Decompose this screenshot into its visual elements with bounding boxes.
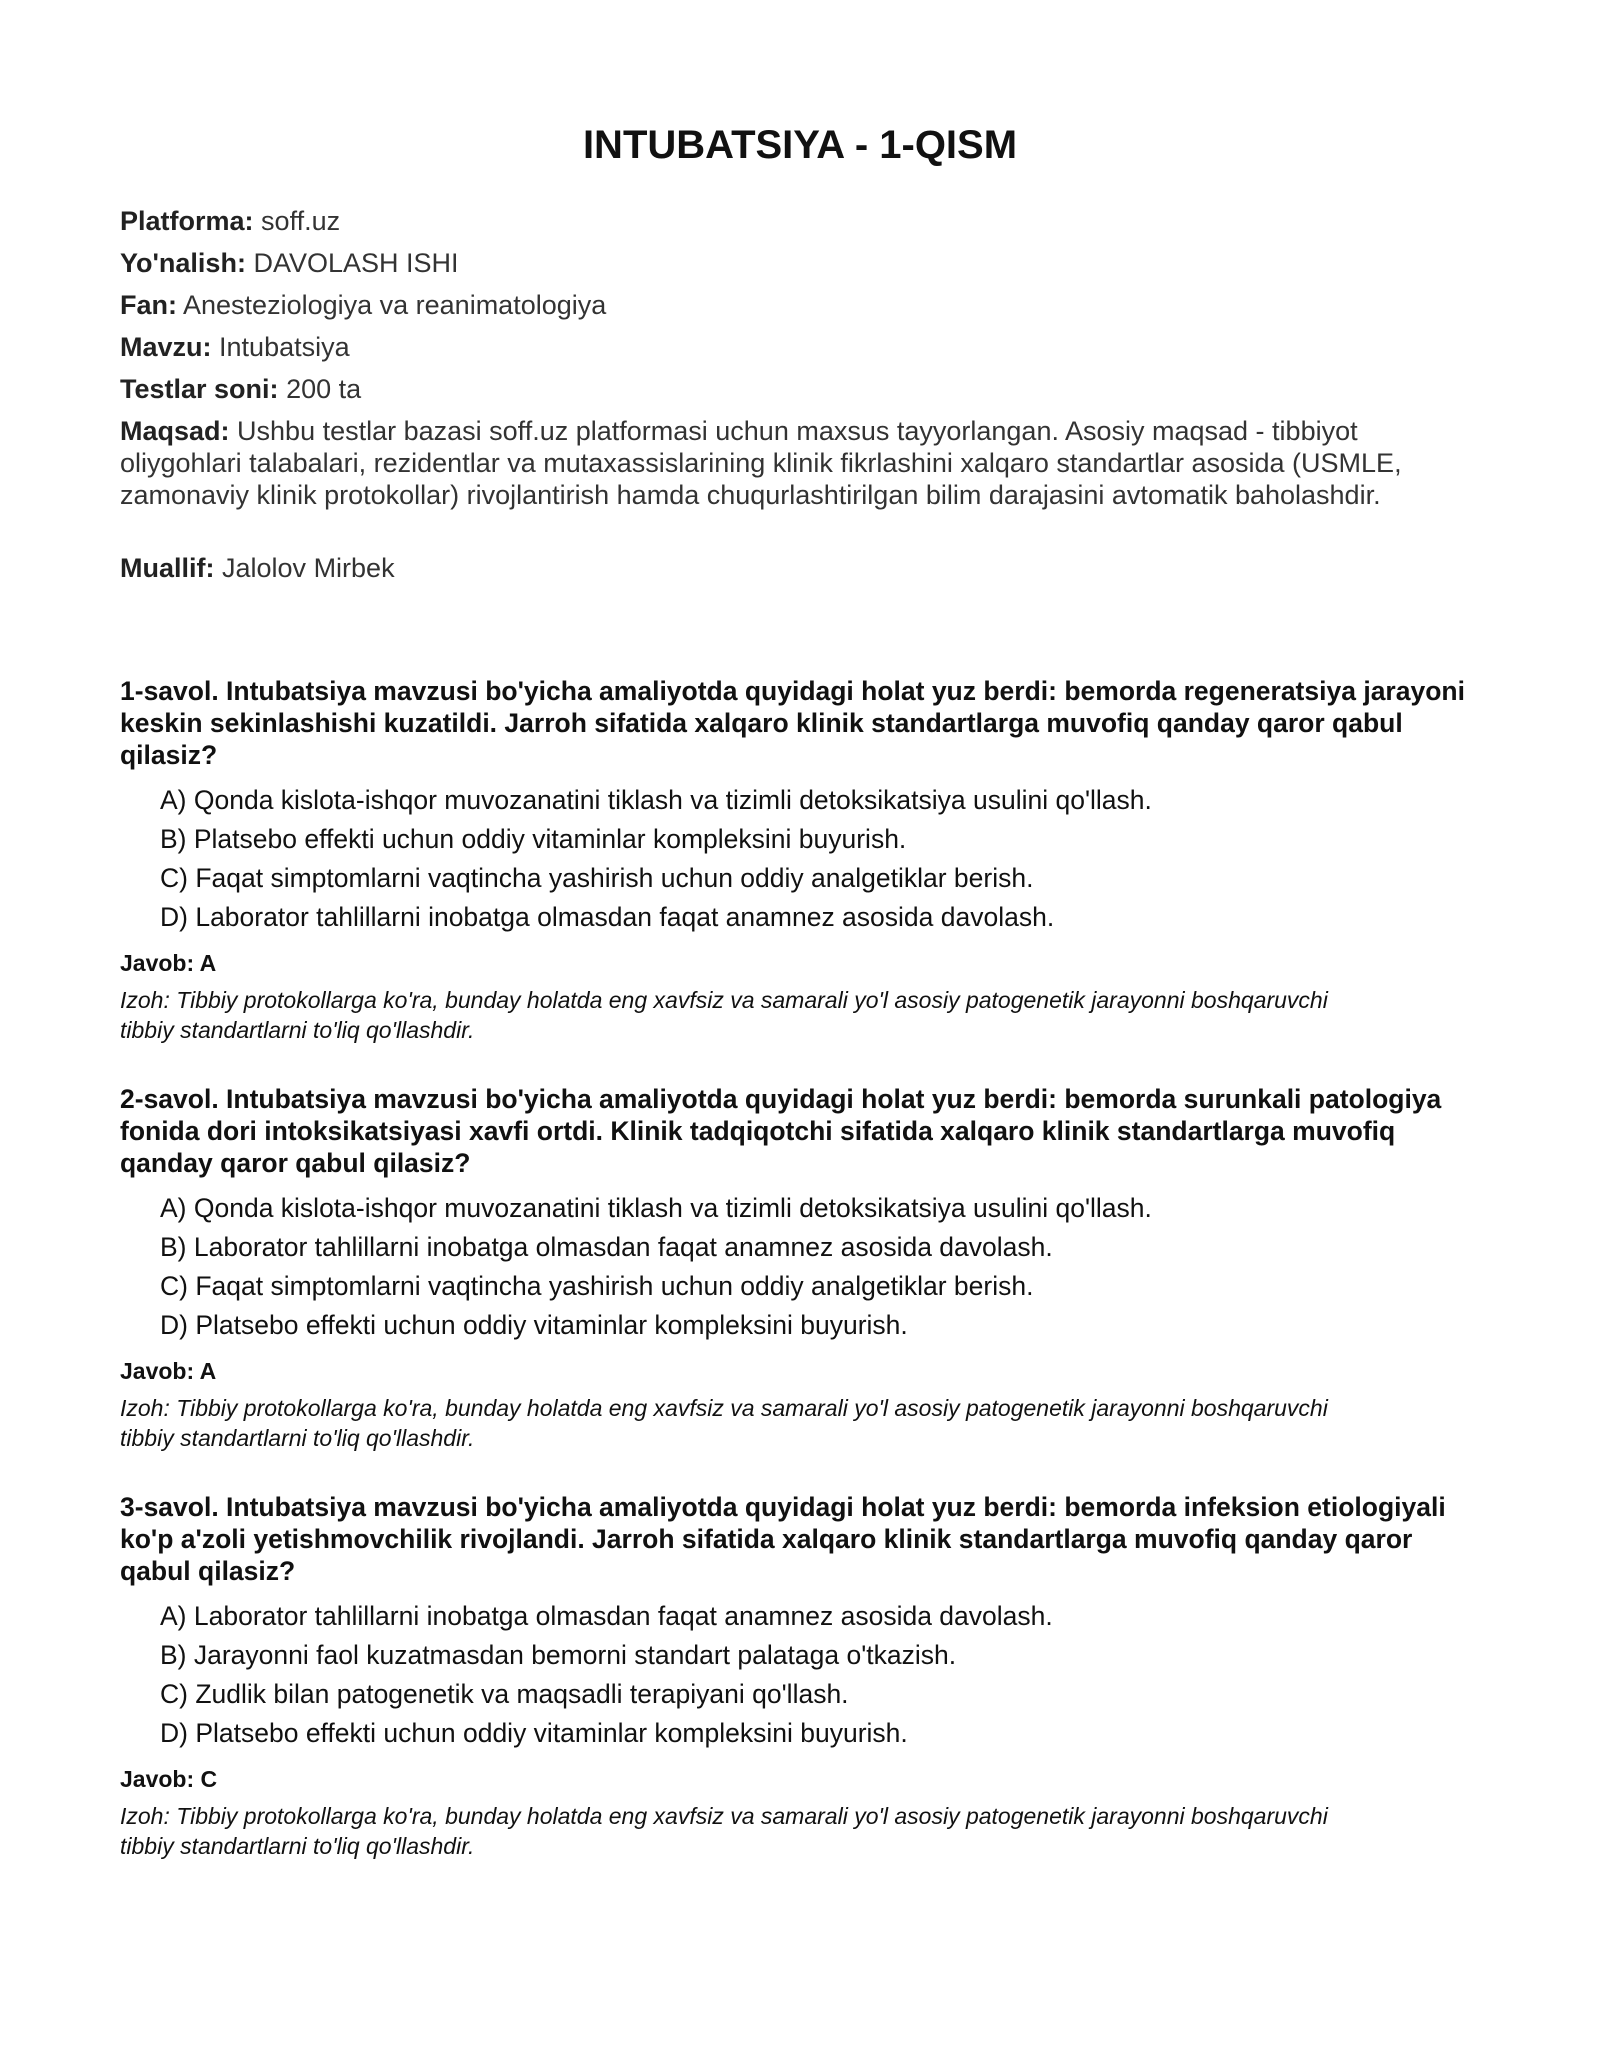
meta-value: Ushbu testlar bazasi soff.uz platformasi uchun maxsus tayyorlangan. Asosiy maqsad - tibbiyot oliygohlari talabalari, rezidentlar va mutaxassislarining klinik fikrlashini xalqaro standartlar asosida (USMLE, zamonaviy klinik protokollar) rivojlantirish hamda chuqurlashtirilgan bilim darajasini avtomatik baholashdir.	[120, 416, 1402, 510]
option-a: A) Qonda kislota-ishqor muvozanatini tiklash va tizimli detoksikatsiya usulini qo'llash.	[160, 785, 1152, 815]
question-text: 1-savol. Intubatsiya mavzusi bo'yicha amaliyotda quyidagi holat yuz berdi: bemorda regeneratsiya jarayoni keskin sekinlashishi kuzatildi. Jarroh sifatida xalqaro klinik standartlarga muvofiq qanday qaror qabul qilasiz?	[120, 676, 1465, 770]
option-b: B) Jarayonni faol kuzatmasdan bemorni standart palataga o'tkazish.	[160, 1640, 957, 1670]
meta-author	[120, 552, 1460, 584]
meta-value: Jalolov Mirbek	[222, 553, 395, 583]
meta-label: Maqsad:	[120, 416, 230, 446]
question-block	[120, 1491, 1480, 1861]
explanation-note: Izoh: Tibbiy protokollarga ko'ra, bunday holatda eng xavfsiz va samarali yo'l asosiy patogenetik jarayonni boshqaruvchi tibbiy standartlarni to'liq qo'llashdir.	[120, 987, 1328, 1043]
question-text: 2-savol. Intubatsiya mavzusi bo'yicha amaliyotda quyidagi holat yuz berdi: bemorda surunkali patologiya fonida dori intoksikatsiyasi xavfi ortdi. Klinik tadqiqotchi sifatida xalqaro klinik standartlarga muvofiq qanday qaror qabul qilasiz?	[120, 1084, 1442, 1178]
meta-test-count	[120, 373, 1460, 405]
explanation-note: Izoh: Tibbiy protokollarga ko'ra, bunday holatda eng xavfsiz va samarali yo'l asosiy patogenetik jarayonni boshqaruvchi tibbiy standartlarni to'liq qo'llashdir.	[120, 1803, 1328, 1859]
meta-value: Anesteziologiya va reanimatologiya	[183, 290, 607, 320]
option-a: A) Laborator tahlillarni inobatga olmasdan faqat anamnez asosida davolash.	[160, 1601, 1053, 1631]
answer-label: Javob: A	[120, 950, 217, 976]
meta-value: Intubatsiya	[219, 332, 350, 362]
option-d: D) Platsebo effekti uchun oddiy vitaminlar kompleksini buyurish.	[160, 1718, 908, 1748]
option-c: C) Faqat simptomlarni vaqtincha yashirish uchun oddiy analgetiklar berish.	[160, 863, 1034, 893]
meta-label: Platforma:	[120, 206, 254, 236]
meta-value: soff.uz	[261, 206, 341, 236]
meta-label: Mavzu:	[120, 332, 212, 362]
question-text: 3-savol. Intubatsiya mavzusi bo'yicha amaliyotda quyidagi holat yuz berdi: bemorda infeksion etiologiyali ko'p a'zoli yetishmovchilik rivojlandi. Jarroh sifatida xalqaro klinik standartlarga muvofiq qanday qaror qabul qilasiz?	[120, 1492, 1446, 1586]
meta-subject	[120, 289, 1460, 321]
meta-label: Fan:	[120, 290, 177, 320]
meta-value: 200 ta	[286, 374, 362, 404]
options-list	[160, 1597, 1480, 1753]
option-a: A) Qonda kislota-ishqor muvozanatini tiklash va tizimli detoksikatsiya usulini qo'llash.	[160, 1193, 1152, 1223]
meta-purpose	[120, 415, 1460, 511]
question-block	[120, 1083, 1480, 1453]
option-c: C) Faqat simptomlarni vaqtincha yashirish uchun oddiy analgetiklar berish.	[160, 1271, 1034, 1301]
option-d: D) Laborator tahlillarni inobatga olmasdan faqat anamnez asosida davolash.	[160, 902, 1055, 932]
option-b: B) Platsebo effekti uchun oddiy vitaminlar kompleksini buyurish.	[160, 824, 907, 854]
explanation-note: Izoh: Tibbiy protokollarga ko'ra, bunday holatda eng xavfsiz va samarali yo'l asosiy patogenetik jarayonni boshqaruvchi tibbiy standartlarni to'liq qo'llashdir.	[120, 1395, 1328, 1451]
meta-label: Testlar soni:	[120, 374, 279, 404]
meta-platform	[120, 205, 1460, 237]
meta-label: Muallif:	[120, 553, 215, 583]
meta-label: Yo'nalish:	[120, 248, 246, 278]
option-c: C) Zudlik bilan patogenetik va maqsadli terapiyani qo'llash.	[160, 1679, 849, 1709]
option-b: B) Laborator tahlillarni inobatga olmasdan faqat anamnez asosida davolash.	[160, 1232, 1053, 1262]
options-list	[160, 1189, 1480, 1345]
page-title: INTUBATSIYA - 1-QISM	[582, 123, 1018, 167]
meta-value: DAVOLASH ISHI	[253, 248, 459, 278]
meta-direction	[120, 247, 1460, 279]
meta-topic	[120, 331, 1460, 363]
option-d: D) Platsebo effekti uchun oddiy vitaminlar kompleksini buyurish.	[160, 1310, 908, 1340]
answer-label: Javob: A	[120, 1358, 217, 1384]
question-block	[120, 675, 1480, 1045]
answer-label: Javob: C	[120, 1766, 218, 1792]
options-list	[160, 781, 1480, 937]
